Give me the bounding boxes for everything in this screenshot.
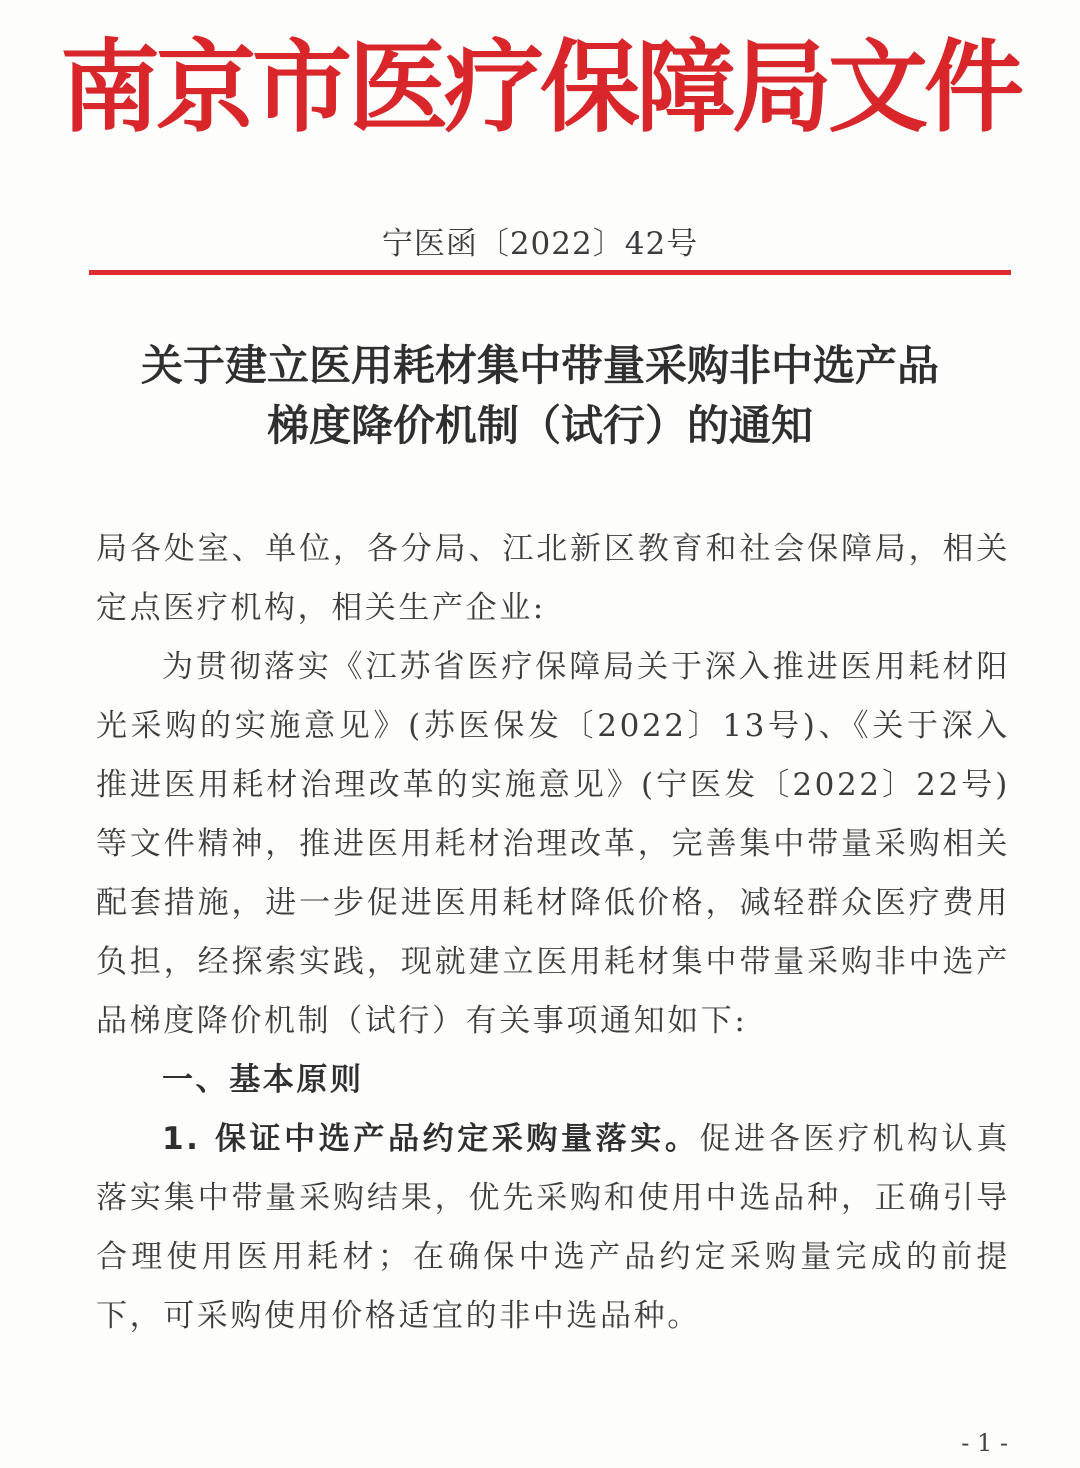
addressee-paragraph: 局各处室、单位，各分局、江北新区教育和社会保障局，相关定点医疗机构，相关生产企业: bbox=[96, 531, 1010, 626]
section-heading: 一、基本原则 bbox=[162, 1062, 364, 1098]
page-number: - 1 - bbox=[961, 1429, 1008, 1457]
document-title bbox=[60, 336, 1020, 456]
document-number: 宁医函〔2022〕42号 bbox=[381, 226, 699, 262]
item-1-paragraph bbox=[96, 1110, 1010, 1346]
document-title-line-2: 梯度降价机制（试行）的通知 bbox=[266, 401, 813, 450]
red-divider-line bbox=[89, 270, 1011, 275]
masthead-title: 南京市医疗保障局文件 bbox=[60, 29, 1020, 146]
document-title-line-1: 关于建立医用耗材集中带量采购非中选产品 bbox=[140, 341, 939, 390]
intro-paragraph: 为贯彻落实《江苏省医疗保障局关于深入推进医用耗材阳光采购的实施意见》(苏医保发〔2022〕13号)、《关于深入推进医用耗材治理改革的实施意见》(宁医发〔2022〕22号)等文件精神，推进医用耗材治理改革，完善集中带量采购相关配套措施，进一步促进医用耗材降低价格，减轻群众医疗费用负担，经探索实践，现就建立医用耗材集中带量采购非中选产品梯度降价机制（试行）有关事项通知如下: bbox=[96, 649, 1010, 1039]
document-body bbox=[96, 520, 1010, 1346]
item-1-lead: 1. 保证中选产品约定采购量落实。 bbox=[162, 1121, 700, 1157]
item-1-text: 促进各医疗机构认真落实集中带量采购结果，优先采购和使用中选品种，正确引导合理使用医用耗材；在确保中选产品约定采购量完成的前提下，可采购使用价格适宜的非中选品种。 bbox=[96, 1121, 1010, 1334]
